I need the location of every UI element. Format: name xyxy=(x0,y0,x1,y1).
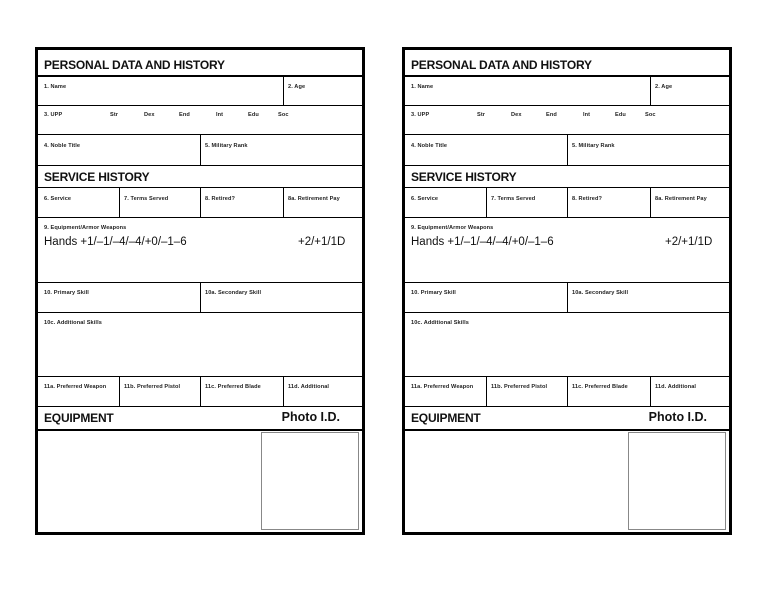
additional-skills-label: 10c. Additional Skills xyxy=(411,320,469,326)
service-label: 6. Service xyxy=(44,196,72,202)
stat-dex-label: Dex xyxy=(144,112,155,118)
age-label: 2. Age xyxy=(288,84,306,90)
stat-edu-label: Edu xyxy=(248,112,259,118)
weapon-line-text: Hands +1/–1/–4/–4/+0/–1–6 xyxy=(44,236,187,248)
age-label: 2. Age xyxy=(655,84,673,90)
character-card-2 xyxy=(402,47,732,535)
stat-end-label: End xyxy=(179,112,190,118)
name-label: 1. Name xyxy=(44,84,67,90)
stat-soc-label: Soc xyxy=(278,112,289,118)
photo-id-box[interactable] xyxy=(261,432,359,530)
stat-soc-label: Soc xyxy=(645,112,656,118)
retirement-pay-label: 8a. Retirement Pay xyxy=(288,196,340,202)
service-history-title: SERVICE HISTORY xyxy=(44,170,150,184)
primary-skill-field[interactable] xyxy=(407,284,565,310)
terms-served-field[interactable] xyxy=(488,189,565,215)
stat-end-label: End xyxy=(546,112,557,118)
weapon-line-text: Hands +1/–1/–4/–4/+0/–1–6 xyxy=(411,236,554,248)
military-rank-label: 5. Military Rank xyxy=(205,143,248,149)
stat-dex-label: Dex xyxy=(511,112,522,118)
weapon-modifier-text: +2/+1/1D xyxy=(665,236,713,248)
stat-int-label: Int xyxy=(583,112,591,118)
preferred-pistol-field[interactable] xyxy=(488,378,565,404)
character-card-1 xyxy=(35,47,365,535)
primary-skill-label: 10. Primary Skill xyxy=(411,290,456,296)
additional-skills-label: 10c. Additional Skills xyxy=(44,320,102,326)
weapon-modifier-text: +2/+1/1D xyxy=(298,236,346,248)
noble-title-field[interactable] xyxy=(40,136,198,163)
preferred-blade-field[interactable] xyxy=(569,378,648,404)
additional-skills-field[interactable] xyxy=(40,330,360,374)
retirement-pay-field[interactable] xyxy=(285,189,360,215)
preferred-weapon-field[interactable] xyxy=(40,378,117,404)
equipment-title: EQUIPMENT xyxy=(44,411,114,425)
preferred-weapon-label: 11a. Preferred Weapon xyxy=(44,384,107,390)
primary-skill-label: 10. Primary Skill xyxy=(44,290,89,296)
additional-skills-field[interactable] xyxy=(407,330,727,374)
photo-id-box[interactable] xyxy=(628,432,726,530)
service-field[interactable] xyxy=(40,189,117,215)
photo-id-label: Photo I.D. xyxy=(648,410,707,424)
additional-label: 11d. Additional xyxy=(655,384,697,390)
name-field[interactable] xyxy=(40,77,280,103)
equipment-armor-weapons-label: 9. Equipment/Armor Weapons xyxy=(44,225,127,231)
preferred-weapon-label: 11a. Preferred Weapon xyxy=(411,384,474,390)
noble-title-field[interactable] xyxy=(407,136,565,163)
stat-edu-label: Edu xyxy=(615,112,626,118)
primary-skill-field[interactable] xyxy=(40,284,198,310)
preferred-weapon-field[interactable] xyxy=(407,378,484,404)
terms-served-field[interactable] xyxy=(121,189,198,215)
equipment-field[interactable] xyxy=(407,433,627,528)
military-rank-field[interactable] xyxy=(569,136,727,163)
secondary-skill-field[interactable] xyxy=(202,284,360,310)
stat-str-label: Str xyxy=(477,112,486,118)
preferred-pistol-label: 11b. Preferred Pistol xyxy=(124,384,181,390)
upp-label: 3. UPP xyxy=(44,112,63,118)
secondary-skill-field[interactable] xyxy=(569,284,727,310)
equipment-title: EQUIPMENT xyxy=(411,411,481,425)
photo-id-label: Photo I.D. xyxy=(281,410,340,424)
retirement-pay-label: 8a. Retirement Pay xyxy=(655,196,707,202)
retirement-pay-field[interactable] xyxy=(652,189,727,215)
retired-field[interactable] xyxy=(202,189,281,215)
upp-label: 3. UPP xyxy=(411,112,430,118)
age-field[interactable] xyxy=(652,77,728,103)
preferred-blade-field[interactable] xyxy=(202,378,281,404)
terms-served-label: 7. Terms Served xyxy=(491,196,536,202)
upp-field[interactable] xyxy=(40,107,360,133)
age-field[interactable] xyxy=(285,77,361,103)
noble-title-label: 4. Noble Title xyxy=(44,143,81,149)
personal-data-title: PERSONAL DATA AND HISTORY xyxy=(411,58,592,72)
military-rank-label: 5. Military Rank xyxy=(572,143,615,149)
equipment-armor-weapons-label: 9. Equipment/Armor Weapons xyxy=(411,225,494,231)
secondary-skill-label: 10a. Secondary Skill xyxy=(205,290,262,296)
service-history-title: SERVICE HISTORY xyxy=(411,170,517,184)
stat-int-label: Int xyxy=(216,112,224,118)
additional-label: 11d. Additional xyxy=(288,384,330,390)
preferred-blade-label: 11c. Preferred Blade xyxy=(572,384,628,390)
upp-field[interactable] xyxy=(407,107,727,133)
stat-str-label: Str xyxy=(110,112,119,118)
name-field[interactable] xyxy=(407,77,647,103)
noble-title-label: 4. Noble Title xyxy=(411,143,448,149)
military-rank-field[interactable] xyxy=(202,136,360,163)
secondary-skill-label: 10a. Secondary Skill xyxy=(572,290,629,296)
service-field[interactable] xyxy=(407,189,484,215)
preferred-pistol-field[interactable] xyxy=(121,378,198,404)
retired-field[interactable] xyxy=(569,189,648,215)
retired-label: 8. Retired? xyxy=(572,196,603,202)
preferred-blade-label: 11c. Preferred Blade xyxy=(205,384,261,390)
name-label: 1. Name xyxy=(411,84,434,90)
preferred-pistol-label: 11b. Preferred Pistol xyxy=(491,384,548,390)
terms-served-label: 7. Terms Served xyxy=(124,196,169,202)
additional-field[interactable] xyxy=(285,378,360,404)
additional-field[interactable] xyxy=(652,378,727,404)
service-label: 6. Service xyxy=(411,196,439,202)
retired-label: 8. Retired? xyxy=(205,196,236,202)
equipment-field[interactable] xyxy=(40,433,260,528)
personal-data-title: PERSONAL DATA AND HISTORY xyxy=(44,58,225,72)
